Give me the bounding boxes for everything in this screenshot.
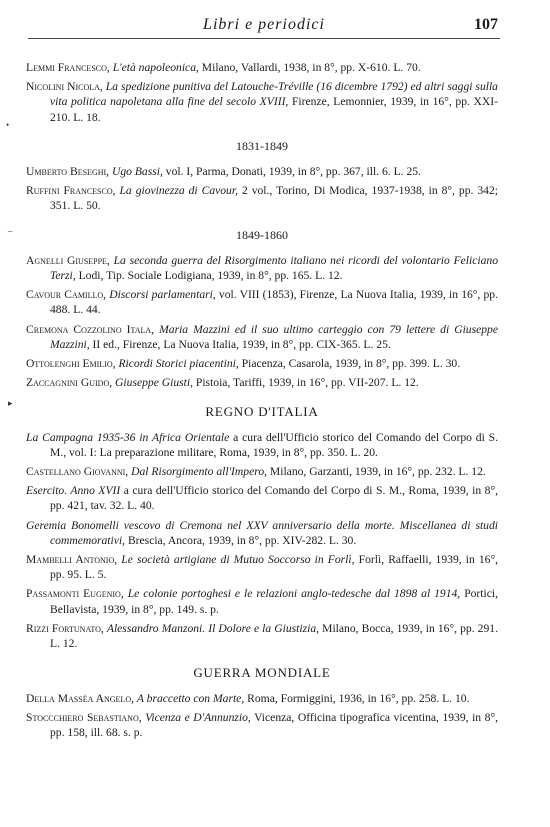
bibliography-entry: [26, 483, 498, 513]
entry-author: Agnelli Giuseppe,: [26, 253, 110, 267]
bibliography-entry: [26, 464, 498, 479]
entry-publication: Piacenza, Casarola, 1939, in 8°, pp. 399. L. 30.: [241, 357, 461, 371]
entry-publication: vol. I, Parma, Donati, 1939, in 8°, pp. 367, ill. 6. L. 25.: [165, 165, 421, 179]
entry-title: Alessandro Manzoni. Il Dolore e la Giustizia,: [106, 621, 320, 635]
entry-publication: Milano, Vallardi, 1938, in 8°, pp. X-610. L. 70.: [201, 61, 421, 74]
entry-title: La giovinezza di Cavour,: [119, 184, 238, 198]
entry-author: Nicolini Nicola,: [26, 80, 103, 94]
bibliography-entry: [26, 710, 498, 740]
entry-title: Vicenza e D'Annunzio,: [145, 710, 251, 724]
section-heading: 1849-1860: [236, 227, 288, 242]
running-title: Libri e periodici: [203, 16, 325, 33]
section-heading: GUERRA MONDIALE: [193, 665, 331, 681]
entry-publication: Milano, Bocca, 1939, in 16°, pp. 291. L. 12.: [50, 621, 498, 651]
entry-title: Ugo Bassi,: [111, 165, 163, 179]
bibliography-entry: [26, 375, 498, 390]
page-number: 107: [474, 16, 498, 33]
entry-author: Ruffini Francesco,: [26, 184, 116, 198]
entry-publication: Roma, Formiggini, 1936, in 16°, pp. 258. L. 10.: [247, 691, 470, 705]
entry-publication: Portici, Bellavista, 1939, in 8°, pp. 149. s. p.: [50, 587, 499, 616]
bibliography-entry: [26, 518, 498, 548]
bibliography-entry: [26, 356, 498, 371]
entry-publication: II ed., Firenze, La Nuova Italia, 1939, in 8°, pp. CIX-365. L. 25.: [92, 337, 391, 351]
bibliography-entry: [26, 691, 498, 706]
entry-title: Le colonie portoghesi e le relazioni anglo-tedesche dal 1898 al 1914,: [127, 587, 461, 601]
entry-title: L'età napoleonica,: [112, 61, 199, 74]
entry-publication: Firenze, Lemonnier, 1939, in 16°, pp. XXI-210. L. 18.: [50, 95, 499, 124]
bibliography-entry: [26, 183, 498, 213]
bibliography-entry: [26, 430, 498, 460]
entry-publication: Pistoia, Tariffi, 1939, in 16°, pp. VII-207. L. 12.: [195, 376, 419, 390]
entry-author: Castellano Giovanni,: [26, 465, 129, 479]
entry-title: Ricordi Storici piacentini,: [118, 357, 239, 371]
entry-title: La seconda guerra del Risorgimento italiano nei ricordi del volontario Feliciano Terzi,: [50, 253, 498, 283]
entry-title: La Campagna 1935-36 in Africa Orientale: [26, 430, 230, 444]
entry-author: Passamonti Eugenio,: [26, 587, 124, 601]
bibliography-entry: [26, 253, 498, 283]
bibliography-entry: [26, 621, 498, 651]
entry-publication: 2 vol., Torino, Di Modica, 1937-1938, in 8°, pp. 342; 351. L. 50.: [50, 184, 498, 213]
entry-publication: Vicenza, Officina tipografica vicentina, 1939, in 8°, pp. 158, ill. 68. s. p.: [50, 710, 498, 739]
entry-author: Mambelli Antonio,: [26, 553, 118, 567]
section-heading: 1831-1849: [236, 138, 288, 153]
bibliography-entry: [26, 287, 498, 317]
margin-dash: –: [8, 226, 13, 236]
entry-publication: Brescia, Ancora, 1939, in 8°, pp. XIV-282. L. 30.: [127, 533, 357, 547]
entry-title: Dal Risorgimento all'Impero,: [131, 465, 268, 479]
entry-title: La spedizione punitiva del Latouche-Tréville (16 dicembre 1792) ed altri saggi sulla vita politica napoletana alla fine del secolo XVIII,: [50, 80, 498, 109]
bibliography-list: [26, 60, 498, 744]
entry-author: Cavour Camillo,: [26, 288, 107, 302]
running-header: [28, 14, 500, 39]
margin-dot: •: [6, 120, 10, 130]
bibliography-entry: [26, 164, 498, 179]
entry-author: Stoccchiero Sebastiano,: [26, 710, 142, 724]
entry-publication: Lodi, Tip. Sociale Lodigiana, 1939, in 8°, pp. 165. L. 12.: [78, 269, 343, 283]
entry-title: A braccetto con Marte,: [136, 691, 245, 705]
entry-author: Ottolenghi Emilio,: [26, 357, 116, 371]
entry-title: Giuseppe Giusti,: [115, 376, 193, 390]
entry-author: Cremona Cozzolino Itala,: [26, 322, 155, 336]
bibliography-entry: [26, 586, 498, 616]
entry-publication: a cura dell'Ufficio storico del Comando del Corpo di S. M., vol. I: La preparazione militare, Roma, 1939, in 8°, pp. 350. L. 20.: [50, 430, 498, 459]
section-heading: REGNO D'ITALIA: [205, 404, 319, 420]
entry-author: Umberto Beseghi,: [26, 165, 110, 179]
bibliography-entry: [26, 60, 498, 75]
entry-title: Maria Mazzini ed il suo ultimo carteggio con 79 lettere di Giuseppe Mazzini,: [50, 322, 498, 351]
bibliography-entry: [26, 322, 498, 352]
entry-publication: vol. VIII (1853), Firenze, La Nuova Italia, 1939, in 16°, pp. 488. L. 44.: [50, 288, 498, 317]
entry-author: Lemmi Francesco,: [26, 61, 110, 74]
entry-author: Della Massèa Angelo,: [26, 691, 134, 705]
bibliography-entry: [26, 552, 498, 582]
margin-arrow: ▸: [8, 398, 13, 408]
entry-author: Zaccagnini Guido,: [26, 376, 113, 390]
entry-title: Discorsi parlamentari,: [109, 288, 216, 302]
entry-publication: a cura dell'Ufficio storico del Comando del Corpo di S. M., Roma, 1939, in 8°, pp. 421, tav. 32. L. 40.: [50, 484, 498, 513]
entry-publication: Forlì, Raffaelli, 1939, in 16°, pp. 95. L. 5.: [50, 553, 499, 582]
entry-title: Esercito. Anno XVII: [26, 484, 121, 498]
bibliography-entry: [26, 79, 498, 125]
entry-publication: Milano, Garzanti, 1939, in 16°, pp. 232. L. 12.: [269, 465, 486, 479]
entry-title: Geremia Bonomelli vescovo di Cremona nel XXV anniversario della morte. Miscellanea di studi commemorativi,: [26, 518, 498, 547]
entry-author: Rizzi Fortunato,: [26, 621, 104, 635]
entry-title: Le società artigiane di Mutuo Soccorso in Forlì,: [121, 553, 355, 567]
